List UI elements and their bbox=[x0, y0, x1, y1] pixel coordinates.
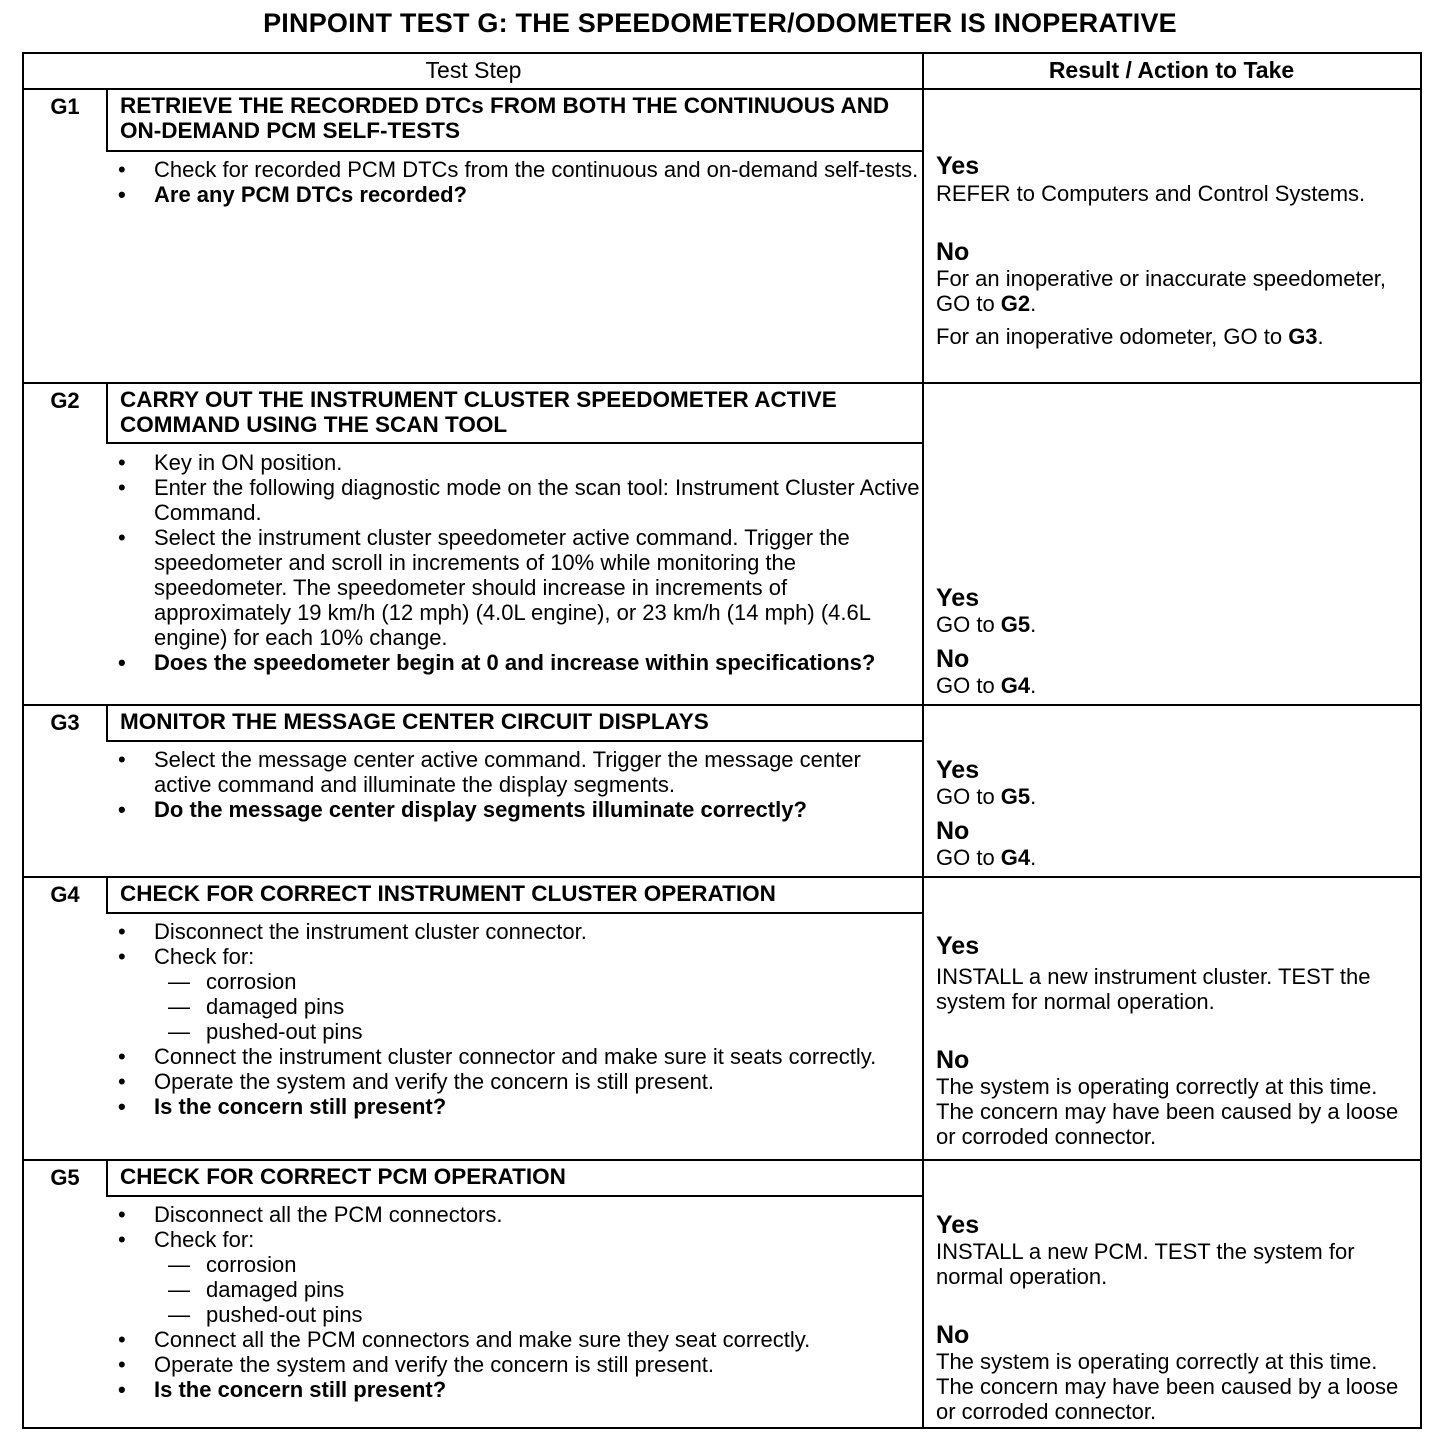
step-title: CHECK FOR CORRECT PCM OPERATION bbox=[106, 1161, 922, 1197]
step-ref: G3 bbox=[1288, 324, 1318, 349]
step-result bbox=[936, 584, 1416, 698]
yes-label: Yes bbox=[936, 584, 980, 612]
table-header bbox=[24, 54, 1420, 90]
step-body bbox=[106, 157, 922, 207]
step-ref: G5 bbox=[1000, 612, 1031, 637]
step-g5 bbox=[24, 1159, 1420, 1427]
dash-item: — pushed-out pins bbox=[106, 1302, 922, 1327]
step-result bbox=[936, 152, 1416, 349]
dash-item: — damaged pins bbox=[106, 1277, 922, 1302]
step-ref: G2 bbox=[1000, 291, 1031, 316]
yes-label: Yes bbox=[936, 932, 980, 960]
bullet-item: • Select the message center active command. Trigger the message center active command and illuminate the display segments. bbox=[106, 747, 922, 797]
bullet-item: • Connect the instrument cluster connector and make sure it seats correctly. bbox=[106, 1044, 922, 1069]
yes-action: REFER to Computers and Control Systems. bbox=[936, 181, 1366, 206]
step-result bbox=[936, 932, 1416, 1149]
step-g1 bbox=[24, 90, 1420, 382]
no-label: No bbox=[936, 238, 970, 266]
step-g2 bbox=[24, 382, 1420, 704]
no-label: No bbox=[936, 1321, 970, 1349]
page-title: PINPOINT TEST G: THE SPEEDOMETER/ODOMETER IS INOPERATIVE bbox=[263, 8, 1177, 38]
question-item: • Is the concern still present? bbox=[106, 1377, 922, 1402]
bullet-item: • Key in ON position. bbox=[106, 450, 922, 475]
no-action: For an inoperative or inaccurate speedometer, GO to G2. bbox=[936, 266, 1387, 316]
bullet-item: • Check for recorded PCM DTCs from the continuous and on-demand self-tests. bbox=[106, 157, 922, 182]
bullet-item: • Enter the following diagnostic mode on the scan tool: Instrument Cluster Active Command. bbox=[106, 475, 922, 525]
bullet-item: • Disconnect the instrument cluster connector. bbox=[106, 919, 922, 944]
no-action: The system is operating correctly at this time. The concern may have been caused by a loose or corroded connector. bbox=[936, 1074, 1399, 1149]
dash-item: — damaged pins bbox=[106, 994, 922, 1019]
question-item: • Do the message center display segments illuminate correctly? bbox=[106, 797, 922, 822]
step-g4 bbox=[24, 876, 1420, 1159]
step-id: G2 bbox=[50, 388, 80, 413]
step-title: RETRIEVE THE RECORDED DTCs FROM BOTH THE CONTINUOUS AND ON-DEMAND PCM SELF-TESTS bbox=[106, 90, 922, 152]
step-id: G4 bbox=[50, 882, 80, 907]
no-label: No bbox=[936, 645, 970, 673]
header-result: Result / Action to Take bbox=[1048, 57, 1295, 83]
step-ref: G4 bbox=[1000, 673, 1031, 698]
question-item: • Are any PCM DTCs recorded? bbox=[106, 182, 922, 207]
step-result bbox=[936, 1211, 1416, 1424]
yes-label: Yes bbox=[936, 1211, 980, 1239]
step-title: CHECK FOR CORRECT INSTRUMENT CLUSTER OPERATION bbox=[106, 878, 922, 914]
yes-label: Yes bbox=[936, 756, 980, 784]
bullet-item: • Operate the system and verify the concern is still present. bbox=[106, 1069, 922, 1094]
bullet-item: • Check for: bbox=[106, 1227, 922, 1252]
step-ref: G5 bbox=[1000, 784, 1031, 809]
dash-item: — pushed-out pins bbox=[106, 1019, 922, 1044]
step-ref: G4 bbox=[1000, 845, 1031, 870]
yes-action: INSTALL a new PCM. TEST the system for normal operation. bbox=[936, 1239, 1355, 1289]
step-body bbox=[106, 919, 922, 1119]
no-action: The system is operating correctly at this time. The concern may have been caused by a loose or corroded connector. bbox=[936, 1349, 1399, 1424]
dash-item: — corrosion bbox=[106, 1252, 922, 1277]
step-id: G1 bbox=[50, 94, 80, 119]
step-g3 bbox=[24, 704, 1420, 876]
no-label: No bbox=[936, 817, 970, 845]
step-id: G3 bbox=[50, 710, 80, 735]
pinpoint-test-table bbox=[22, 52, 1422, 1429]
step-title: CARRY OUT THE INSTRUMENT CLUSTER SPEEDOMETER ACTIVE COMMAND USING THE SCAN TOOL bbox=[106, 384, 922, 444]
step-body bbox=[106, 747, 922, 822]
bullet-item: • Connect all the PCM connectors and make sure they seat correctly. bbox=[106, 1327, 922, 1352]
step-result bbox=[936, 756, 1416, 870]
no-action: GO to G4. bbox=[936, 673, 1037, 698]
yes-action: GO to G5. bbox=[936, 612, 1037, 637]
step-id: G5 bbox=[50, 1165, 80, 1190]
yes-action: INSTALL a new instrument cluster. TEST the system for normal operation. bbox=[936, 964, 1371, 1014]
yes-action: GO to G5. bbox=[936, 784, 1037, 809]
step-body bbox=[106, 450, 922, 675]
bullet-item: • Disconnect all the PCM connectors. bbox=[106, 1202, 922, 1227]
no-label: No bbox=[936, 1046, 970, 1074]
bullet-item: • Select the instrument cluster speedometer active command. Trigger the speedometer and scroll in increments of 10% while monitoring the speedometer. The speedometer should increase in increments of approximately 19 km/h (12 mph) (4.0L engine), or 23 km/h (14 mph) (4.6L engine) for each 10% change. bbox=[106, 525, 922, 650]
dash-item: — corrosion bbox=[106, 969, 922, 994]
question-item: • Does the speedometer begin at 0 and increase within specifications? bbox=[106, 650, 922, 675]
no-action-alt: For an inoperative odometer, GO to G3. bbox=[936, 324, 1324, 349]
step-title: MONITOR THE MESSAGE CENTER CIRCUIT DISPLAYS bbox=[106, 706, 922, 742]
no-action: GO to G4. bbox=[936, 845, 1037, 870]
yes-label: Yes bbox=[936, 152, 980, 180]
step-body bbox=[106, 1202, 922, 1402]
bullet-item: • Check for: bbox=[106, 944, 922, 969]
bullet-item: • Operate the system and verify the concern is still present. bbox=[106, 1352, 922, 1377]
header-test-step: Test Step bbox=[425, 57, 522, 83]
question-item: • Is the concern still present? bbox=[106, 1094, 922, 1119]
